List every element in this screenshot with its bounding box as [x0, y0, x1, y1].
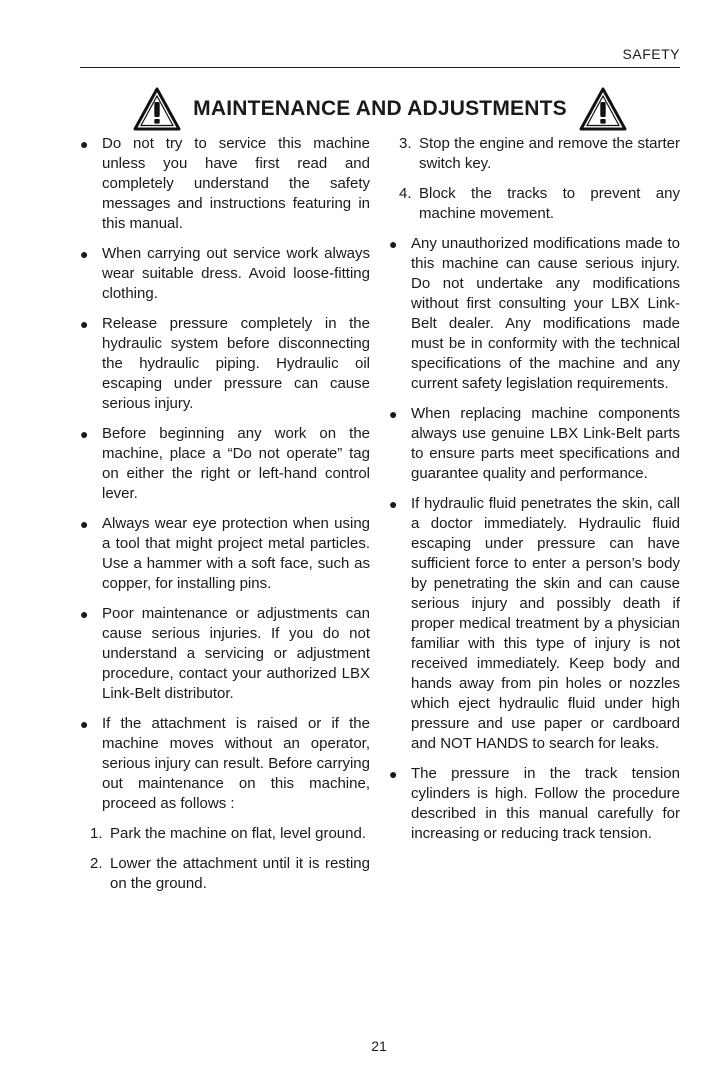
step-text: Block the tracks to prevent any machine movement.: [419, 185, 680, 222]
list-item: ● Release pressure completely in the hydraulic system before disconnecting the hydraulic piping. Hydraulic oil escaping under pressure can cause serious injury.: [80, 314, 370, 414]
section-label: SAFETY: [622, 46, 680, 62]
step-number: 3.: [399, 135, 412, 152]
list-item: ● When carrying out service work always wear suitable dress. Avoid loose-fitting clothing.: [80, 244, 370, 304]
header-rule: [80, 67, 680, 68]
list-item: ● Before beginning any work on the machine, place a “Do not operate” tag on either the right or left-hand control lever.: [80, 424, 370, 504]
left-column: [80, 134, 370, 904]
step-text: Lower the attachment until it is resting on the ground.: [110, 855, 370, 892]
procedure-step: [389, 184, 680, 224]
list-item: ● Poor maintenance or adjustments can cause serious injuries. If you do not understand a servicing or adjustment procedure, contact your authorized LBX Link-Belt distributor.: [80, 604, 370, 704]
list-item: ● Always wear eye protection when using a tool that might project metal particles. Use a hammer with a soft face, such as copper, for installing pins.: [80, 514, 370, 594]
page-number: 21: [371, 1038, 387, 1054]
step-number: 4.: [399, 185, 412, 202]
warning-triangle-icon: [133, 87, 181, 131]
list-item: ● The pressure in the track tension cylinders is high. Follow the procedure described in this manual carefully for increasing or reducing track tension.: [389, 764, 680, 844]
warning-triangle-icon: [579, 87, 627, 131]
list-item: ● Do not try to service this machine unless you have first read and completely understand the safety messages and instructions featuring in this manual.: [80, 134, 370, 234]
step-number: 2.: [90, 855, 103, 872]
right-column: [389, 134, 680, 854]
list-item: ● If the attachment is raised or if the machine moves without an operator, serious injury can result. Before carrying out maintenance on this machine, proceed as follows :: [80, 714, 370, 814]
procedure-step: [80, 854, 370, 894]
title-row: [80, 86, 680, 132]
step-text: Stop the engine and remove the starter switch key.: [419, 135, 680, 172]
list-item: ● If hydraulic fluid penetrates the skin, call a doctor immediately. Hydraulic fluid escaping under pressure can have sufficient force to enter a person’s body by penetrating the skin and can cause serious injury and possibly death if proper medical treatment by a physician familiar with this type of injury is not received immediately. Keep body and hands away from pin holes or nozzles which eject hydraulic fluid under high pressure and use paper or cardboard and NOT HANDS to search for leaks.: [389, 494, 680, 754]
list-item: ● Any unauthorized modifications made to this machine can cause serious injury. Do not undertake any modifications without first consulting your LBX Link-Belt dealer. Any modifications made must be in conformity with the technical specifications of the machine and any current safety legislation requirements.: [389, 234, 680, 394]
page-title: MAINTENANCE AND ADJUSTMENTS: [193, 97, 567, 120]
list-item: ● When replacing machine components always use genuine LBX Link-Belt parts to ensure parts meet specifications and guarantee quality and performance.: [389, 404, 680, 484]
procedure-step: [80, 824, 370, 844]
step-text: Park the machine on flat, level ground.: [110, 825, 366, 842]
step-number: 1.: [90, 825, 103, 842]
procedure-step: [389, 134, 680, 174]
